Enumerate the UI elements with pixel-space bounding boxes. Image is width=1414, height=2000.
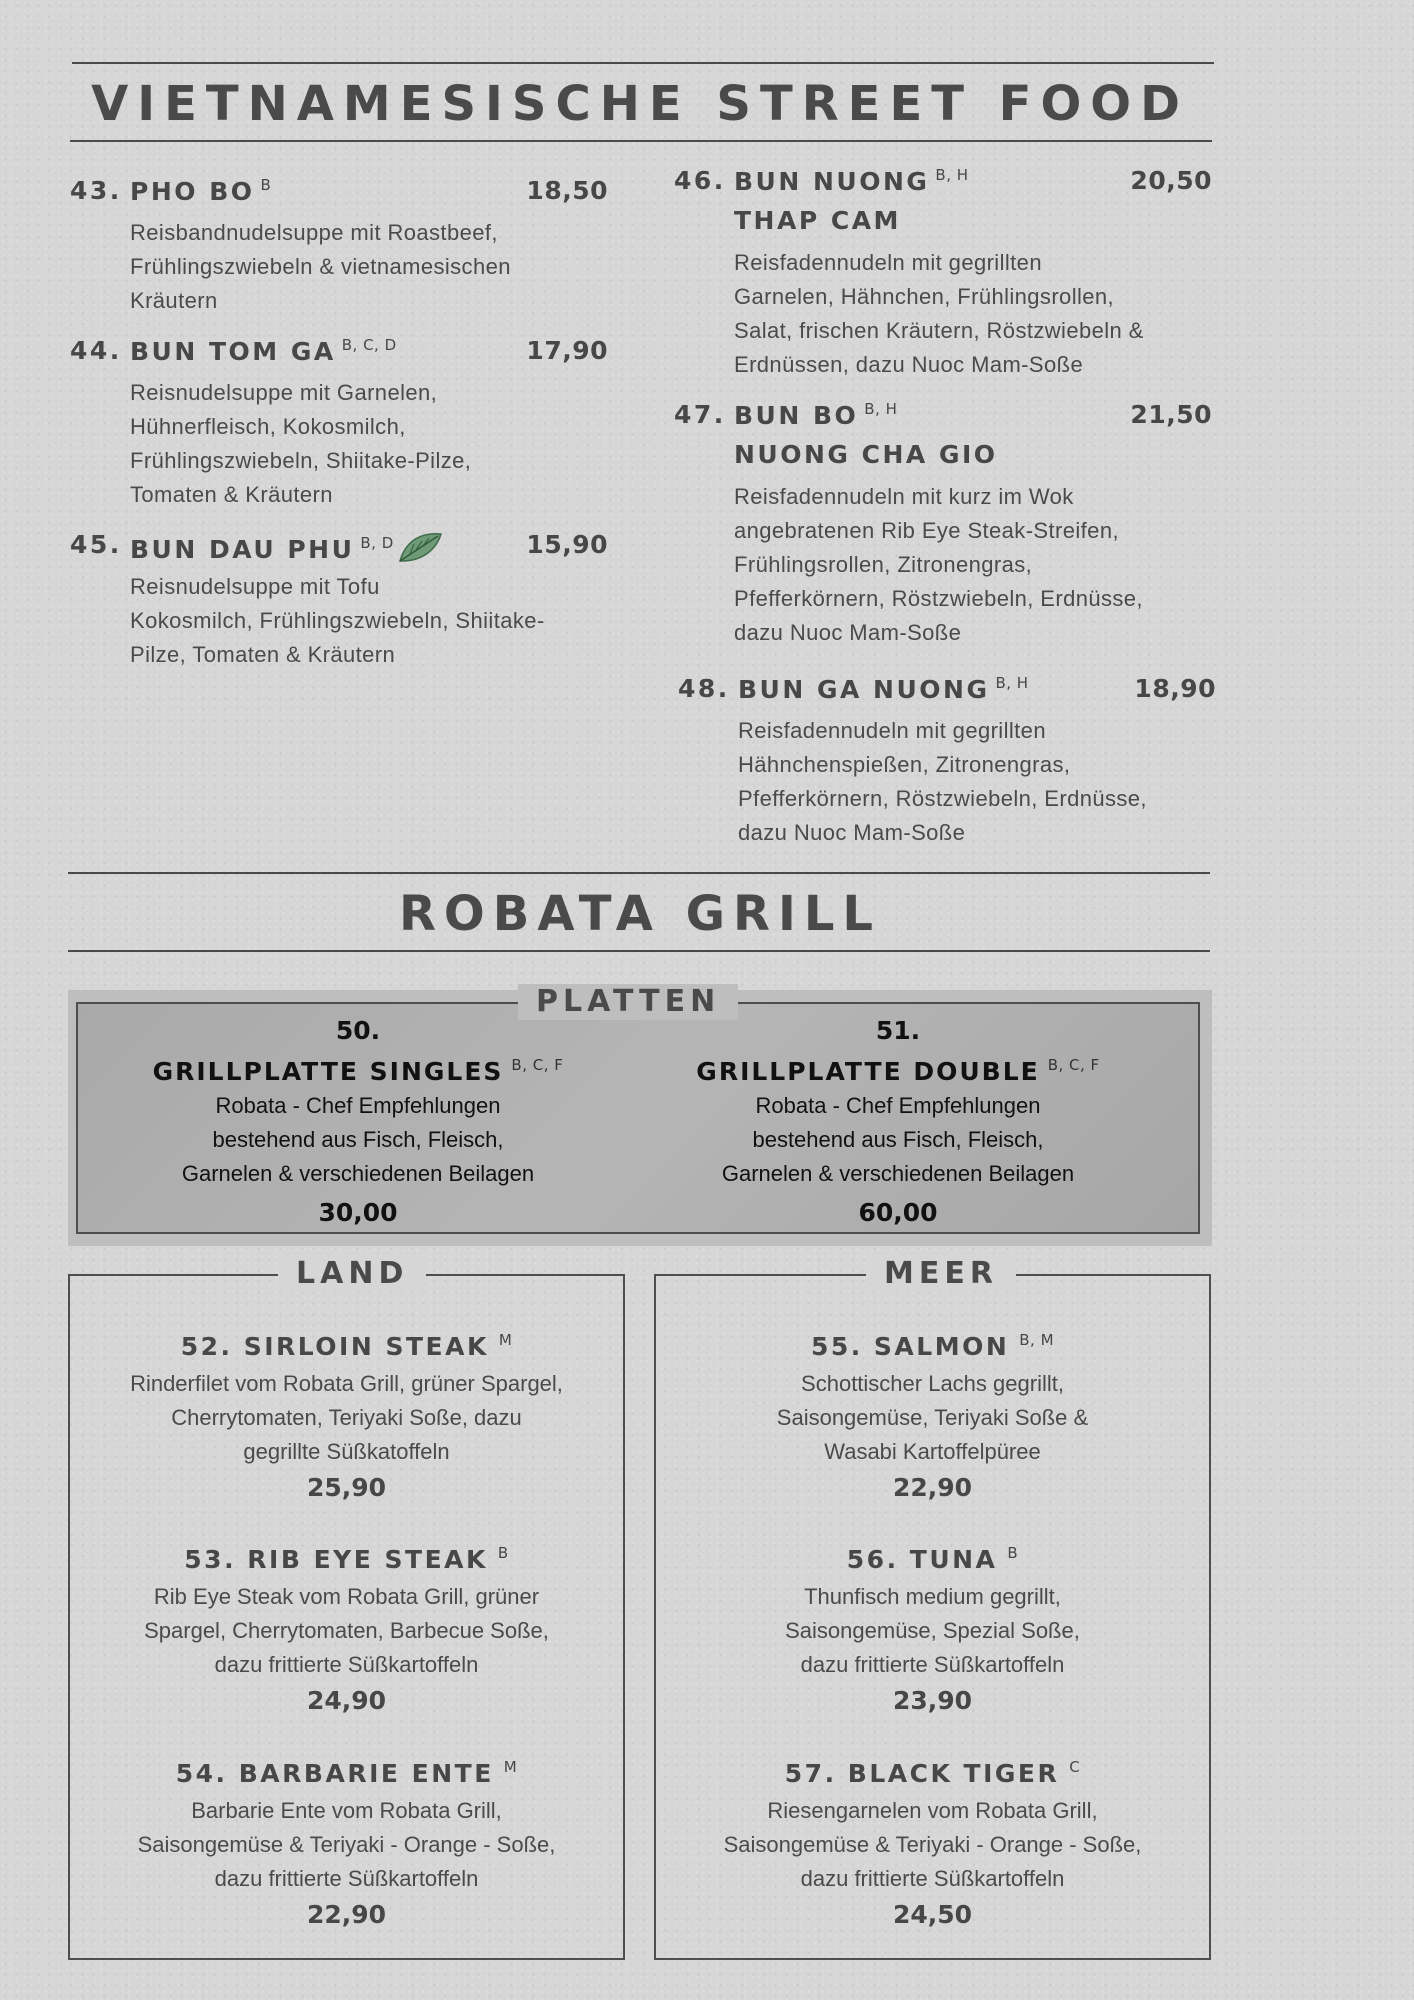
platten-label: PLATTEN [518,984,738,1020]
menu-item-44 [70,336,608,512]
menu-item-45 [70,530,608,672]
menu-item-43 [70,176,608,318]
item-number: 51. [875,1016,921,1045]
item-number: 46. [674,166,726,195]
allergen-codes: B, C, F [511,1056,564,1074]
section-rule-bottom [68,950,1210,952]
platten-panel [68,984,1212,1246]
section-rule-top [72,62,1214,64]
item-description: Schottischer Lachs gegrillt, Saisongemüse, Teriyaki Soße & Wasabi Kartoffelpüree [776,1371,1089,1464]
section-rule-bottom [70,140,1212,142]
item-name: 55. SALMON $^{B, M}$ [810,1331,1055,1361]
allergen-codes: B, D [360,534,394,552]
item-price: 21,50 [1130,400,1212,429]
allergen-codes: M [498,1331,513,1349]
menu-item-48 [678,674,1216,850]
allergen-codes: B [497,1544,509,1562]
grill-item-52 [70,1320,623,1507]
item-price: 25,90 [306,1473,387,1502]
item-price: 22,90 [306,1900,387,1929]
allergen-codes: B, H [864,400,898,418]
item-price: 30,00 [318,1198,398,1227]
item-price: 24,90 [306,1686,387,1715]
item-name: BUN BO $^{B, H}$ [734,400,898,430]
item-number: 50. [335,1016,381,1045]
allergen-codes: B [260,176,272,194]
item-description: Reisbandnudelsuppe mit Roastbeef, Frühlingszwiebeln & vietnamesischen Kräutern [130,220,511,313]
item-description: Riesengarnelen vom Robata Grill, Saisongemüse & Teriyaki - Orange - Soße, dazu frittierte Süßkartoffeln [723,1798,1142,1891]
item-price: 24,50 [892,1900,973,1929]
section-title-street-food: VIETNAMESISCHE STREET FOOD [91,76,1189,132]
item-name: BUN TOM GA $^{B, C, D}$ [130,336,397,366]
item-description: Reisfadennudeln mit gegrillten Hähnchenspießen, Zitronengras, Pfefferkörnern, Röstzwiebeln, Erdnüsse, dazu Nuoc Mam-Soße [738,718,1147,845]
allergen-codes: C [1069,1758,1081,1776]
meer-box [654,1256,1211,1960]
item-description: Reisnudelsuppe mit Garnelen, Hühnerfleisch, Kokosmilch, Frühlingszwiebeln, Shiitake-Pilze, Tomaten & Kräutern [130,380,472,507]
grill-item-56 [656,1533,1209,1720]
allergen-codes: B, H [935,166,969,184]
menu-item-46 [674,166,1212,382]
allergen-codes: B, M [1019,1331,1055,1349]
item-name: GRILLPLATTE SINGLES $^{B, C, F}$ [152,1056,564,1086]
grill-item-55 [656,1320,1209,1507]
allergen-codes: B, C, D [341,336,397,354]
item-name: 54. BARBARIE ENTE $^M$ [175,1758,518,1788]
section-title-robata-grill: ROBATA GRILL [398,886,882,942]
item-name: BUN DAU PHU $^{B, D}$ [130,530,444,566]
item-description: Rib Eye Steak vom Robata Grill, grüner Spargel, Cherrytomaten, Barbecue Soße, dazu frittierte Süßkartoffeln [144,1584,549,1677]
item-description: Thunfisch medium gegrillt, Saisongemüse, Spezial Soße, dazu frittierte Süßkartoffeln [785,1584,1080,1677]
item-description: Rinderfilet vom Robata Grill, grüner Spargel, Cherrytomaten, Teriyaki Soße, dazu gegrillte Süßkatoffeln [130,1371,563,1464]
item-description: Barbarie Ente vom Robata Grill, Saisongemüse & Teriyaki - Orange - Soße, dazu frittierte Süßkartoffeln [137,1798,556,1891]
item-name: BUN GA NUONG $^{B, H}$ [738,674,1029,704]
item-number: 48. [678,674,730,703]
item-description: Reisfadennudeln mit kurz im Wok angebratenen Rib Eye Steak-Streifen, Frühlingsrollen, Zitronengras, Pfefferkörnern, Röstzwiebeln, Erdnüsse, dazu Nuoc Mam-Soße [734,484,1143,645]
platter-item-51 [618,1014,1178,1235]
item-name: GRILLPLATTE DOUBLE $^{B, C, F}$ [696,1056,1100,1086]
platten-frame [76,1002,1200,1234]
grill-item-57 [656,1747,1209,1934]
grill-item-54 [70,1747,623,1934]
item-price: 22,90 [892,1473,973,1502]
platter-item-50 [78,1014,638,1235]
land-box [68,1256,625,1960]
item-price: 18,90 [1134,674,1216,703]
meer-label: MEER [866,1256,1016,1292]
item-description: Reisnudelsuppe mit Tofu Kokosmilch, Frühlingszwiebeln, Shiitake- Pilze, Tomaten & Kräutern [130,574,545,667]
item-name-line-2: NUONG CHA GIO [734,440,998,469]
grill-item-53 [70,1533,623,1720]
item-price: 18,50 [526,176,608,205]
item-number: 43. [70,176,122,205]
item-name: PHO BO $^B$ [130,176,272,206]
item-number: 44. [70,336,122,365]
item-name: 56. TUNA $^B$ [846,1544,1019,1574]
item-name: 53. RIB EYE STEAK $^B$ [184,1544,509,1574]
item-name: BUN NUONG $^{B, H}$ [734,166,969,196]
allergen-codes: B, C, F [1047,1056,1100,1074]
allergen-codes: B, H [995,674,1029,692]
land-label: LAND [278,1256,426,1292]
item-name-line-2: THAP CAM [734,206,901,235]
item-price: 17,90 [526,336,608,365]
item-name: 52. SIRLOIN STEAK $^M$ [180,1331,513,1361]
item-price: 23,90 [892,1686,973,1715]
item-name: 57. BLACK TIGER $^C$ [784,1758,1081,1788]
item-price: 15,90 [526,530,608,559]
allergen-codes: B [1007,1544,1019,1562]
item-price: 20,50 [1130,166,1212,195]
item-number: 45. [70,530,122,559]
item-price: 60,00 [858,1198,938,1227]
allergen-codes: M [503,1758,518,1776]
item-description: Robata - Chef Empfehlungen bestehend aus Fisch, Fleisch, Garnelen & verschiedenen Beilagen [181,1093,535,1186]
item-number: 47. [674,400,726,429]
item-description: Robata - Chef Empfehlungen bestehend aus Fisch, Fleisch, Garnelen & verschiedenen Beilagen [721,1093,1075,1186]
item-description: Reisfadennudeln mit gegrillten Garnelen, Hähnchen, Frühlingsrollen, Salat, frischen Kräutern, Röstzwiebeln & Erdnüssen, dazu Nuoc Mam-Soße [734,250,1144,377]
section-rule-top [68,872,1210,874]
leaf-icon [396,530,444,566]
menu-item-47 [674,400,1212,650]
